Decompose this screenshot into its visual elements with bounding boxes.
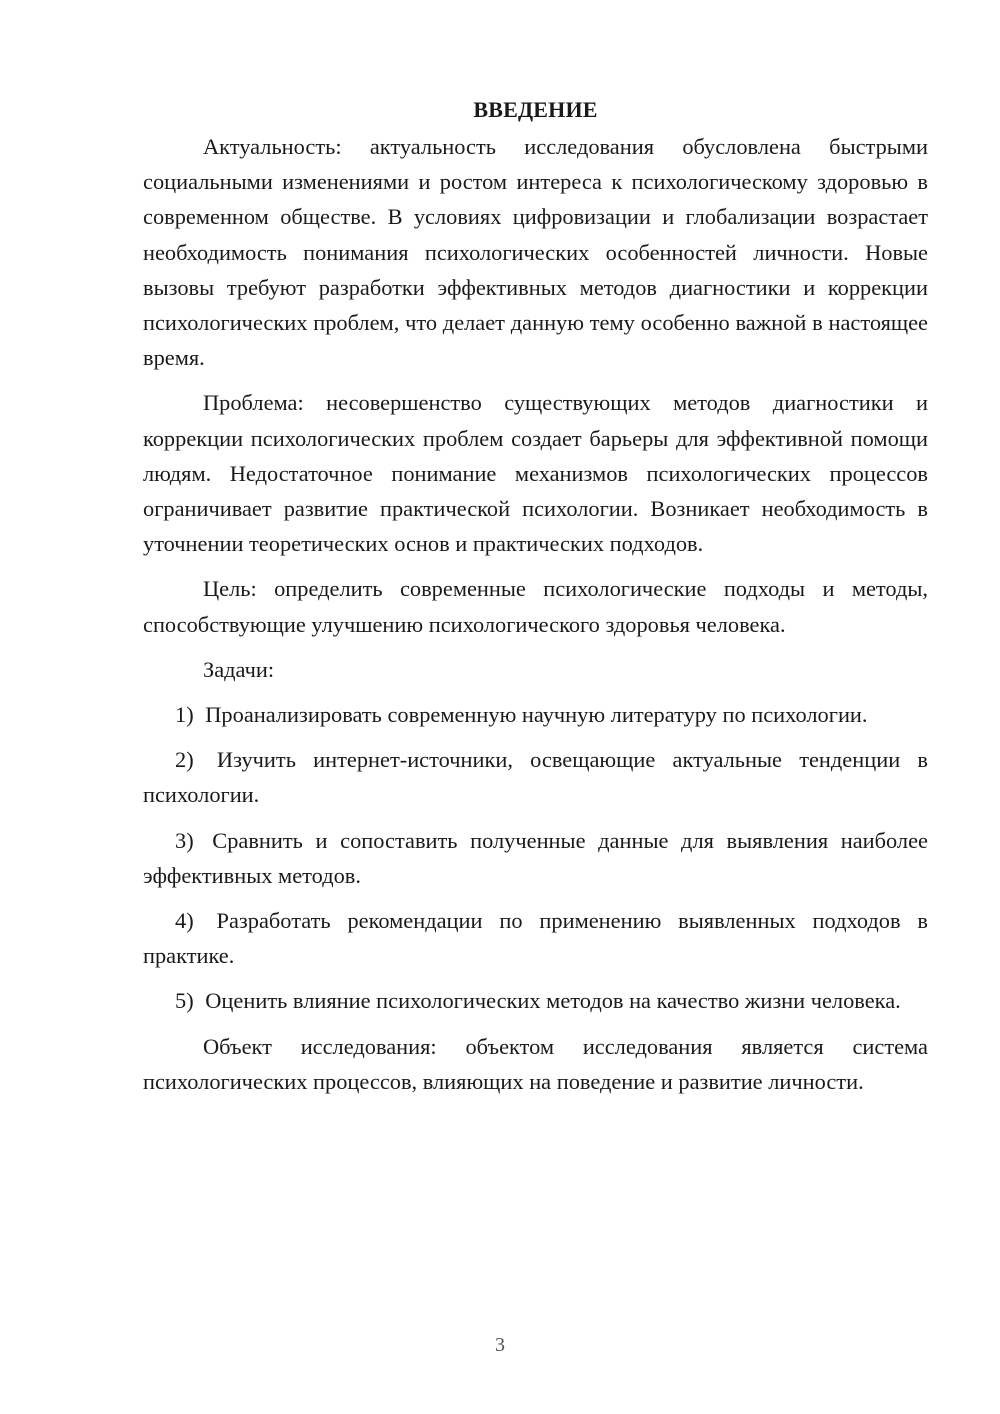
task-item-1	[143, 697, 928, 732]
goal-paragraph: Цель: определить современные психологические подходы и методы, способствующие улучшению психологического здоровья человека.	[143, 576, 928, 637]
task-text: Сравнить и сопоставить полученные данные для выявления наиболее эффективных методов.	[143, 827, 928, 888]
task-item-2	[143, 742, 928, 812]
task-number: 4)	[175, 908, 194, 934]
task-item-5	[143, 983, 928, 1018]
relevance-paragraph: Актуальность: актуальность исследования обусловлена быстрыми социальными изменениями и ростом интереса к психологическому здоровью в современном обществе. В условиях цифровизации и глобализации возрастает необходимость понимания психологических особенностей личности. Новые вызовы требуют разработки эффективных методов диагностики и коррекции психологических проблем, что делает данную тему особенно важной в настоящее время.	[143, 134, 928, 371]
section-heading: ВВЕДЕНИЕ	[473, 97, 598, 122]
task-text: Разработать рекомендации по применению выявленных подходов в практике.	[143, 908, 928, 969]
problem-paragraph: Проблема: несовершенство существующих методов диагностики и коррекции психологических проблем создает барьеры для эффективной помощи людям. Недостаточное понимание механизмов психологических процессов ограничивает развитие практической психологии. Возникает необходимость в уточнении теоретических основ и практических подходов.	[143, 390, 928, 557]
task-text: Оценить влияние психологических методов на качество жизни человека.	[205, 988, 901, 1014]
task-number: 2)	[175, 747, 194, 773]
page-number: 3	[495, 1334, 505, 1356]
task-text: Проанализировать современную научную литературу по психологии.	[205, 702, 868, 728]
task-item-4	[143, 903, 928, 973]
task-text: Изучить интернет-источники, освещающие актуальные тенденции в психологии.	[143, 747, 928, 808]
document-page	[143, 92, 928, 1109]
object-paragraph: Объект исследования: объектом исследования является система психологических процессов, влияющих на поведение и развитие личности.	[143, 1033, 928, 1094]
task-item-3	[143, 823, 928, 893]
tasks-heading: Задачи:	[203, 656, 275, 682]
task-number: 3)	[175, 827, 194, 853]
task-number: 1)	[175, 702, 194, 728]
task-number: 5)	[175, 988, 194, 1014]
